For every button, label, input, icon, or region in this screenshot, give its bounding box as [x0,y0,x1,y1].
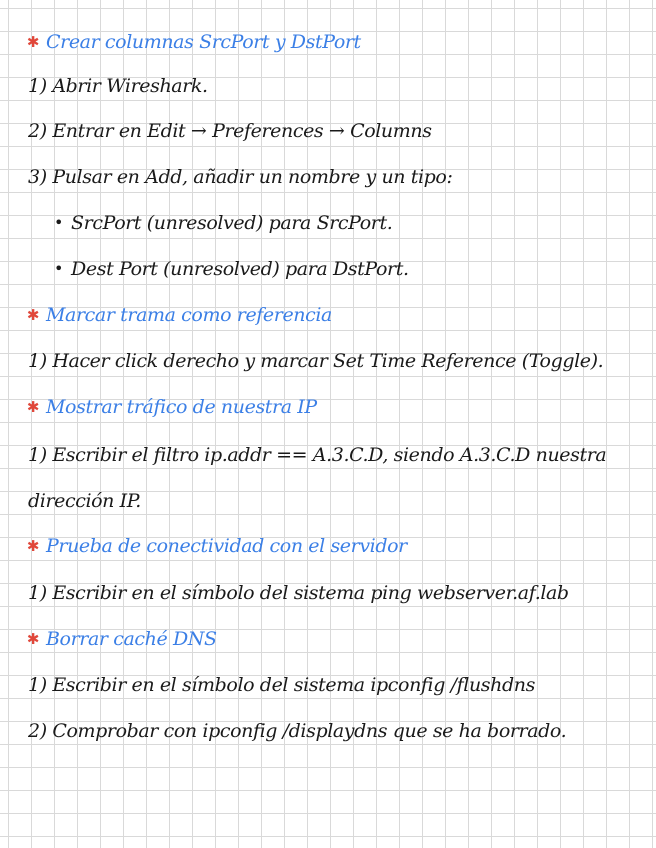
step-line: 2) Entrar en Edit → Preferences → Columns [28,120,432,142]
heading-text: Marcar trama como referencia [46,304,332,326]
step-line: 3) Pulsar en Add, añadir un nombre y un tipo: [28,166,453,188]
asterisk-icon: ✱ [26,306,40,324]
step-line: 1) Escribir el filtro ip.addr == A.3.C.D, siendo A.3.C.D nuestra [28,444,607,466]
bullet-item [54,254,650,284]
step-line: 1) Abrir Wireshark. [28,75,208,97]
section-heading-reference [26,300,650,330]
heading-text: Mostrar tráfico de nuestra IP [46,396,317,418]
bullet-icon: • [54,213,64,232]
section-heading-connectivity [26,531,650,561]
section-heading-dns [26,624,650,654]
heading-text: Crear columnas SrcPort y DstPort [46,31,361,53]
asterisk-icon: ✱ [26,537,40,555]
step-line: 1) Hacer click derecho y marcar Set Time Reference (Toggle). [28,350,604,372]
section-heading-columns [26,27,650,57]
bullet-item [54,208,650,238]
bullet-text: Dest Port (unresolved) para DstPort. [71,258,409,280]
step-line: 1) Escribir en el símbolo del sistema ping webserver.af.lab [28,582,569,604]
section-heading-traffic [26,392,650,422]
step-line: dirección IP. [28,490,141,512]
asterisk-icon: ✱ [26,630,40,648]
bullet-icon: • [54,259,64,278]
heading-text: Borrar caché DNS [46,628,217,650]
heading-text: Prueba de conectividad con el servidor [46,535,407,557]
step-line: 1) Escribir en el símbolo del sistema ipconfig /flushdns [28,674,535,696]
step-line: 2) Comprobar con ipconfig /displaydns que se ha borrado. [28,720,567,742]
asterisk-icon: ✱ [26,33,40,51]
asterisk-icon: ✱ [26,398,40,416]
bullet-text: SrcPort (unresolved) para SrcPort. [71,212,393,234]
